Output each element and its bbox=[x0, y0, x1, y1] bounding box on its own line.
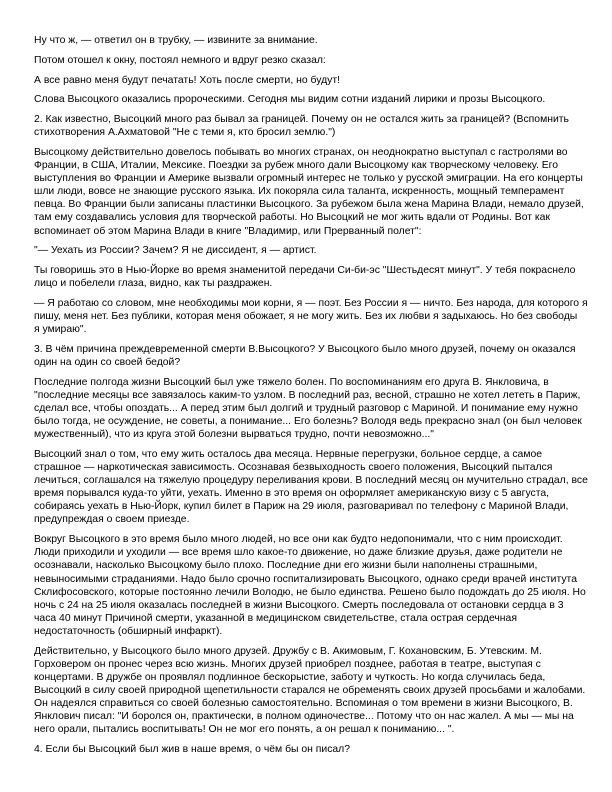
text-line: один на один со своей бедой? bbox=[34, 357, 181, 369]
paragraph bbox=[34, 146, 582, 238]
text-line: лечиться, соглашался на тяжелую процедуру переливания крови. В последний месяц он мучительно страдал, все bbox=[34, 475, 588, 487]
paragraph bbox=[34, 244, 582, 257]
text-line: него орали, пытались воспитывать! Он не мог его понять, а он решал к пониманию... ". bbox=[34, 724, 455, 736]
text-line: Янклович писал: "И боролся он, практически, в полном одиночестве... Потому что он нас жалел. А мы — мы на bbox=[34, 711, 574, 723]
text-line: там ему создавались условия для творческой работы. Но Высоцкий не мог жить вдали от Родины. Вот как bbox=[34, 212, 551, 224]
text-line: Горховером он пронес через всю жизнь. Многих друзей приобрел позднее, работая в театре, выступая с bbox=[34, 658, 541, 670]
text-line: певца. Во Франции были записаны пластинки Высоцкого. За рубежом была жена Марина Влади, немало друзей, bbox=[34, 199, 584, 211]
text-line: недостаточность (обширный инфаркт). bbox=[34, 625, 223, 637]
text-line: Франции, в США, Италии, Мексике. Поездки за рубеж много дали Высоцкому как творческому человеку. Его bbox=[34, 160, 559, 172]
text-line: предупреждая о своем приезде. bbox=[34, 514, 190, 526]
text-line: "последние месяцы все завязалось каким-то узлом. В последний раз, весной, страшно не хотел лететь в Париж, bbox=[34, 389, 581, 401]
text-line: собираясь уехать в Нью-Йорк, купил билет в Париж на 29 июля, разговаривал по телефону с Мариной Влади, bbox=[34, 501, 569, 513]
document-page bbox=[34, 34, 588, 763]
text-line: пишу, меня нет. Без публики, которая меня обожает, я не могу жить. Без их любви я задыхаюсь. Но без свободы bbox=[34, 311, 578, 323]
paragraph bbox=[34, 34, 582, 47]
text-line: осознавали, насколько Высоцкому было плохо. Последние дни его жизни были наполнены страшными, bbox=[34, 560, 538, 572]
text-line: часа 40 минут Причиной смерти, указанной в медицинском свидетельстве, стала острая сердечная bbox=[34, 612, 517, 624]
text-line: Действительно, у Высоцкого было много друзей. Дружбу с В. Акимовым, Г. Кохановским, Б. Утевским. М. bbox=[34, 645, 542, 657]
paragraph bbox=[34, 533, 586, 638]
paragraph bbox=[34, 54, 582, 67]
text-line: 4. Если бы Высоцкий был жив в наше время, о чём бы он писал? bbox=[34, 744, 351, 756]
text-line: Слова Высоцкого оказались пророческими. Сегодня мы видим сотни изданий лирики и прозы Высоцкого. bbox=[34, 94, 546, 106]
text-line: Высоцкий в силу своей природной щепетильности старался не обременять своих друзей просьбами и жалобами. bbox=[34, 684, 586, 696]
text-line: "— Уехать из России? Зачем? Я не диссидент, я — артист. bbox=[34, 245, 317, 257]
text-line: невыносимыми страданиями. Надо было срочно госпитализировать Высоцкого, однако среди врачей института bbox=[34, 573, 577, 585]
text-line: Ну что ж, — ответил он в трубку, — извините за внимание. bbox=[34, 35, 318, 46]
text-line: Вокруг Высоцкого в это время было много людей, но все они как будто недопонимали, что с ним происходит. bbox=[34, 534, 563, 546]
paragraph bbox=[34, 74, 582, 87]
text-line: время порывался куда-то уйти, уехать. Именно в это время он оформляет американскую визу с 5 августа, bbox=[34, 488, 550, 500]
text-line: 3. В чём причина преждевременной смерти В.Высоцкого? У Высоцкого было много друзей, почему он оказался bbox=[34, 343, 576, 355]
paragraph bbox=[34, 343, 582, 369]
text-line: Ты говоришь это в Нью-Йорке во время знаменитой передачи Си-би-эс "Шестьдесят минут". У тебя покраснело bbox=[34, 265, 576, 277]
text-line: Люди приходили и уходили — все время шло какое-то движение, но даже близкие друзья, даже родители не bbox=[34, 547, 563, 559]
text-line: лицо и побелели глаза, видно, как ты раздражен. bbox=[34, 278, 273, 290]
text-line: выступления во Франции и Америке вызвали огромный интерес не только у русской эмиграции. На его концерты bbox=[34, 173, 583, 185]
text-line: страшное — наркотическая зависимость. Осознавая безвыходность своего положения, Высоцкий пытался bbox=[34, 462, 553, 474]
text-line: Последние полгода жизни Высоцкий был уже тяжело болен. По воспоминаниям его друга В. Янкловича, в bbox=[34, 376, 549, 388]
text-line: — Я работаю со словом, мне необходимы мои корни, я — поэт. Без России я — ничто. Без народа, для которого я bbox=[34, 298, 588, 309]
text-line: сделал все, чтобы опоздать... А перед этим был долгий и трудный разговор с Мариной. И понимание ему нужно bbox=[34, 403, 578, 415]
text-line: вспоминает об этом Марина Влади в книге "Владимир, или Прерванный полет": bbox=[34, 225, 422, 237]
text-line: стихотворения А.Ахматовой "Не с теми я, кто бросил землю.") bbox=[34, 127, 336, 139]
paragraph bbox=[34, 297, 588, 336]
paragraph bbox=[34, 645, 586, 737]
paragraph bbox=[34, 264, 582, 290]
text-line: ночь с 24 на 25 июля оказалась последней в жизни Высоцкого. Смерть последовала от остановки сердца в 3 bbox=[34, 599, 564, 611]
paragraph bbox=[34, 376, 582, 441]
text-line: А все равно меня будут печатать! Хоть после смерти, но будут! bbox=[34, 74, 341, 86]
text-line: я умираю". bbox=[34, 324, 87, 336]
text-line: Он надеялся справиться со своей болезнью самостоятельно. Вспоминая о том времени в жизни Высоцкого, В. bbox=[34, 698, 573, 710]
paragraph bbox=[34, 743, 582, 756]
paragraph bbox=[34, 93, 582, 106]
text-line: Потом отошел к окну, постоял немного и вдруг резко сказал: bbox=[34, 54, 326, 66]
text-line: Высоцкий знал о том, что ему жить осталось два месяца. Нервные перегрузки, больное сердце, а самое bbox=[34, 449, 543, 460]
text-line: шли люди, вовсе не знающие русского языка. Их покоряла сила таланта, искренность, мощный темперамент bbox=[34, 186, 565, 198]
text-line: 2. Как известно, Высоцкий много раз бывал за границей. Почему он не остался жить за границей? (Вспомнить bbox=[34, 114, 569, 126]
text-line: Высоцкому действительно довелось побывать во многих странах, он неоднократно выступал с гастролями во bbox=[34, 147, 568, 158]
paragraph bbox=[34, 113, 582, 139]
text-line: мужественный), что из круга этой болезни вырваться трудно, почти невозможно..." bbox=[34, 429, 434, 441]
text-line: Склифосовского, которые постоянно лечили Володю, не было единства. Решено было подождать до 25 июля. Но bbox=[34, 586, 586, 598]
text-line: концертами. В дружбе он проявлял подлинное бескорыстие, заботу и чуткость. Но когда случилась беда, bbox=[34, 671, 546, 683]
text-line: было тогда, не осуждение, не советы, а понимание... Его болезнь? Володя ведь прекрасно знал (он был человек bbox=[34, 416, 582, 428]
paragraph bbox=[34, 448, 588, 527]
